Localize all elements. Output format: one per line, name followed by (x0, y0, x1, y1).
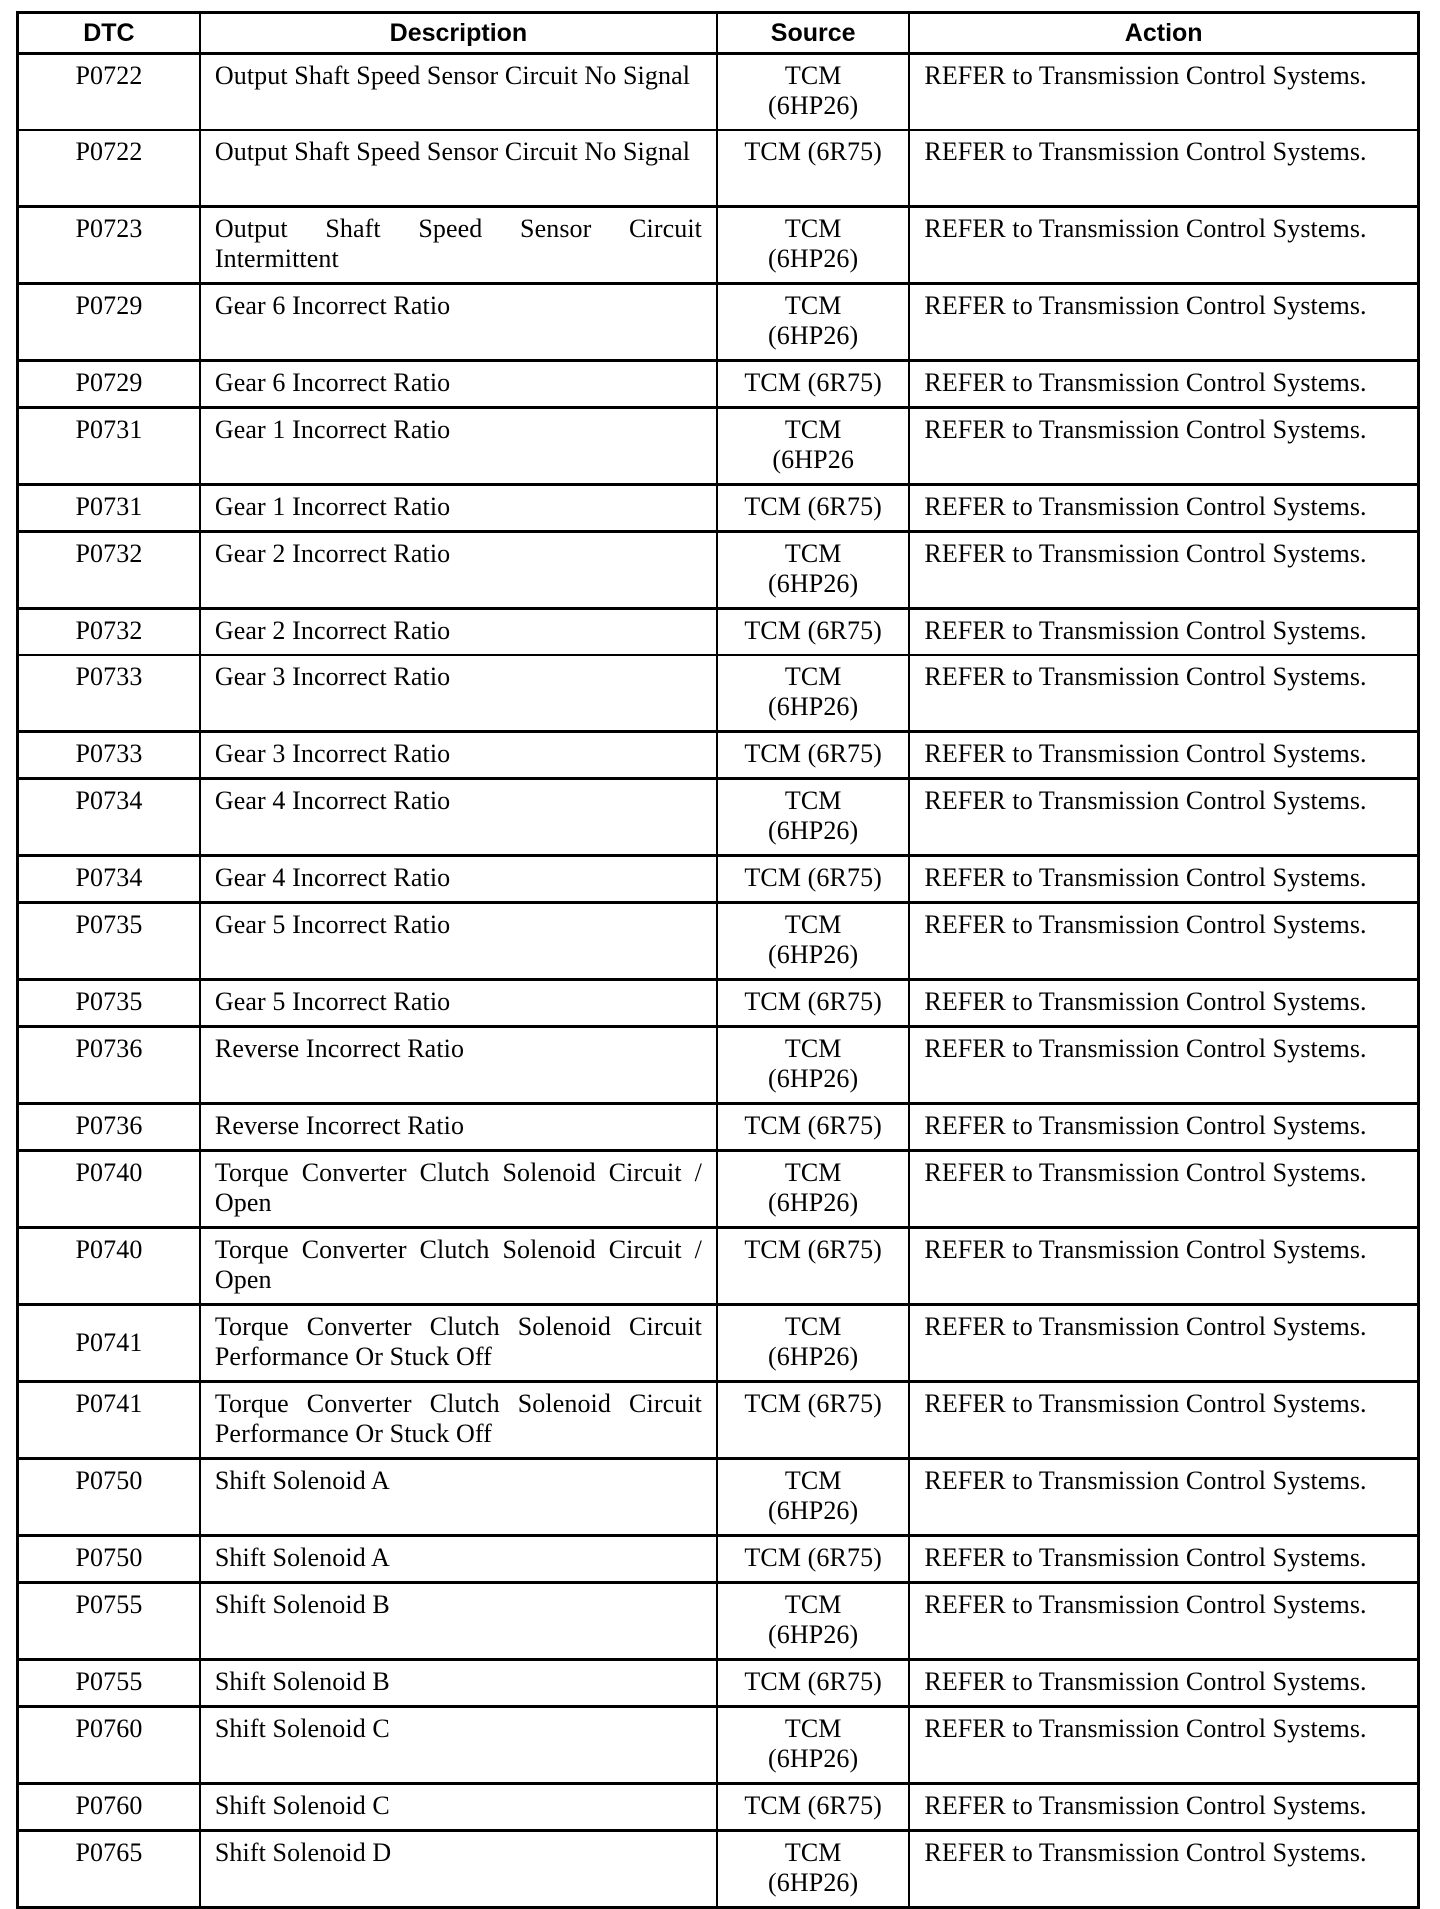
dtc-code: P0736 (18, 1027, 200, 1104)
table-row (18, 609, 1419, 656)
description-cell: Reverse Incorrect Ratio (200, 1027, 717, 1104)
source-cell: TCM (6HP26) (717, 207, 909, 284)
source-cell: TCM (6HP26) (717, 655, 909, 732)
dtc-code: P0729 (18, 284, 200, 361)
table-row (18, 1831, 1419, 1908)
description-cell: Gear 3 Incorrect Ratio (200, 655, 717, 732)
header-dtc: DTC (18, 13, 200, 54)
description-cell: Gear 3 Incorrect Ratio (200, 732, 717, 779)
description-cell: Gear 5 Incorrect Ratio (200, 980, 717, 1027)
dtc-code: P0733 (18, 732, 200, 779)
action-cell: REFER to Transmission Control Systems. (909, 54, 1418, 131)
table-row (18, 130, 1419, 207)
dtc-code: P0723 (18, 207, 200, 284)
table-row (18, 903, 1419, 980)
table-row (18, 361, 1419, 408)
description-cell: Gear 2 Incorrect Ratio (200, 532, 717, 609)
table-row (18, 408, 1419, 485)
table-row (18, 779, 1419, 856)
description-cell: Gear 2 Incorrect Ratio (200, 609, 717, 656)
action-cell: REFER to Transmission Control Systems. (909, 1382, 1418, 1459)
description-cell: Gear 4 Incorrect Ratio (200, 856, 717, 903)
action-cell: REFER to Transmission Control Systems. (909, 361, 1418, 408)
action-cell: REFER to Transmission Control Systems. (909, 1707, 1418, 1784)
table-row (18, 485, 1419, 532)
action-cell: REFER to Transmission Control Systems. (909, 1027, 1418, 1104)
dtc-code: P0741 (18, 1305, 200, 1382)
description-cell: Gear 1 Incorrect Ratio (200, 408, 717, 485)
table-row (18, 1707, 1419, 1784)
action-cell: REFER to Transmission Control Systems. (909, 1459, 1418, 1536)
source-cell: TCM (6HP26) (717, 1459, 909, 1536)
source-cell: TCM (6HP26) (717, 1583, 909, 1660)
action-cell: REFER to Transmission Control Systems. (909, 532, 1418, 609)
description-cell: Shift Solenoid D (200, 1831, 717, 1908)
source-cell: TCM (6R75) (717, 732, 909, 779)
action-cell: REFER to Transmission Control Systems. (909, 1305, 1418, 1382)
table-row (18, 532, 1419, 609)
source-cell: TCM (6HP26) (717, 1305, 909, 1382)
dtc-code: P0735 (18, 903, 200, 980)
source-cell: TCM (6HP26 (717, 408, 909, 485)
source-cell: TCM (6R75) (717, 130, 909, 207)
source-cell: TCM (6R75) (717, 361, 909, 408)
action-cell: REFER to Transmission Control Systems. (909, 207, 1418, 284)
description-cell: Gear 6 Incorrect Ratio (200, 361, 717, 408)
action-cell: REFER to Transmission Control Systems. (909, 485, 1418, 532)
table-row (18, 1228, 1419, 1305)
source-cell: TCM (6R75) (717, 856, 909, 903)
table-row (18, 980, 1419, 1027)
source-cell: TCM (6HP26) (717, 1707, 909, 1784)
source-cell: TCM (6HP26) (717, 284, 909, 361)
table-row (18, 1459, 1419, 1536)
description-cell: Torque Converter Clutch Solenoid Circuit Performance Or Stuck Off (200, 1305, 717, 1382)
dtc-code: P0741 (18, 1382, 200, 1459)
source-cell: TCM (6HP26) (717, 779, 909, 856)
table-row (18, 1305, 1419, 1382)
description-cell: Shift Solenoid C (200, 1784, 717, 1831)
source-cell: TCM (6R75) (717, 980, 909, 1027)
dtc-code: P0729 (18, 361, 200, 408)
action-cell: REFER to Transmission Control Systems. (909, 732, 1418, 779)
source-cell: TCM (6R75) (717, 1382, 909, 1459)
description-cell: Output Shaft Speed Sensor Circuit Intermittent (200, 207, 717, 284)
description-cell: Gear 5 Incorrect Ratio (200, 903, 717, 980)
dtc-code: P0755 (18, 1583, 200, 1660)
dtc-code: P0740 (18, 1151, 200, 1228)
dtc-code: P0760 (18, 1707, 200, 1784)
table-row (18, 1104, 1419, 1151)
source-cell: TCM (6HP26) (717, 1831, 909, 1908)
description-cell: Shift Solenoid C (200, 1707, 717, 1784)
table-row (18, 655, 1419, 732)
dtc-table (16, 11, 1420, 1909)
table-header-row (18, 13, 1419, 54)
dtc-code: P0732 (18, 532, 200, 609)
dtc-code: P0722 (18, 130, 200, 207)
table-row (18, 1027, 1419, 1104)
table-row (18, 732, 1419, 779)
dtc-code: P0765 (18, 1831, 200, 1908)
action-cell: REFER to Transmission Control Systems. (909, 284, 1418, 361)
table-row (18, 1536, 1419, 1583)
source-cell: TCM (6HP26) (717, 532, 909, 609)
dtc-code: P0734 (18, 856, 200, 903)
source-cell: TCM (6R75) (717, 609, 909, 656)
action-cell: REFER to Transmission Control Systems. (909, 903, 1418, 980)
source-cell: TCM (6HP26) (717, 903, 909, 980)
action-cell: REFER to Transmission Control Systems. (909, 1104, 1418, 1151)
action-cell: REFER to Transmission Control Systems. (909, 408, 1418, 485)
source-cell: TCM (6R75) (717, 1784, 909, 1831)
table-row (18, 284, 1419, 361)
source-cell: TCM (6HP26) (717, 54, 909, 131)
description-cell: Shift Solenoid B (200, 1583, 717, 1660)
description-cell: Gear 6 Incorrect Ratio (200, 284, 717, 361)
source-cell: TCM (6R75) (717, 485, 909, 532)
source-cell: TCM (6HP26) (717, 1151, 909, 1228)
dtc-code: P0755 (18, 1660, 200, 1707)
description-cell: Gear 1 Incorrect Ratio (200, 485, 717, 532)
header-action: Action (909, 13, 1418, 54)
description-cell: Shift Solenoid A (200, 1536, 717, 1583)
dtc-code: P0731 (18, 485, 200, 532)
table-row (18, 1784, 1419, 1831)
dtc-code: P0736 (18, 1104, 200, 1151)
table-body (18, 54, 1419, 1908)
action-cell: REFER to Transmission Control Systems. (909, 1660, 1418, 1707)
dtc-code: P0722 (18, 54, 200, 131)
source-cell: TCM (6R75) (717, 1536, 909, 1583)
table-row (18, 856, 1419, 903)
dtc-code: P0750 (18, 1536, 200, 1583)
dtc-code: P0740 (18, 1228, 200, 1305)
table-row (18, 1151, 1419, 1228)
description-cell: Output Shaft Speed Sensor Circuit No Signal (200, 54, 717, 131)
header-description: Description (200, 13, 717, 54)
table-row (18, 54, 1419, 131)
description-cell: Shift Solenoid B (200, 1660, 717, 1707)
dtc-code: P0734 (18, 779, 200, 856)
table-row (18, 1382, 1419, 1459)
action-cell: REFER to Transmission Control Systems. (909, 1831, 1418, 1908)
header-source: Source (717, 13, 909, 54)
dtc-code: P0733 (18, 655, 200, 732)
source-cell: TCM (6R75) (717, 1104, 909, 1151)
dtc-code: P0735 (18, 980, 200, 1027)
description-cell: Gear 4 Incorrect Ratio (200, 779, 717, 856)
action-cell: REFER to Transmission Control Systems. (909, 1784, 1418, 1831)
description-cell: Torque Converter Clutch Solenoid Circuit / Open (200, 1228, 717, 1305)
table-row (18, 207, 1419, 284)
source-cell: TCM (6R75) (717, 1660, 909, 1707)
dtc-code: P0732 (18, 609, 200, 656)
description-cell: Shift Solenoid A (200, 1459, 717, 1536)
table-row (18, 1583, 1419, 1660)
dtc-code: P0750 (18, 1459, 200, 1536)
action-cell: REFER to Transmission Control Systems. (909, 130, 1418, 207)
dtc-code: P0731 (18, 408, 200, 485)
action-cell: REFER to Transmission Control Systems. (909, 779, 1418, 856)
description-cell: Reverse Incorrect Ratio (200, 1104, 717, 1151)
dtc-code: P0760 (18, 1784, 200, 1831)
action-cell: REFER to Transmission Control Systems. (909, 980, 1418, 1027)
description-cell: Output Shaft Speed Sensor Circuit No Signal (200, 130, 717, 207)
action-cell: REFER to Transmission Control Systems. (909, 856, 1418, 903)
description-cell: Torque Converter Clutch Solenoid Circuit / Open (200, 1151, 717, 1228)
action-cell: REFER to Transmission Control Systems. (909, 1228, 1418, 1305)
action-cell: REFER to Transmission Control Systems. (909, 655, 1418, 732)
source-cell: TCM (6R75) (717, 1228, 909, 1305)
source-cell: TCM (6HP26) (717, 1027, 909, 1104)
action-cell: REFER to Transmission Control Systems. (909, 609, 1418, 656)
action-cell: REFER to Transmission Control Systems. (909, 1151, 1418, 1228)
description-cell: Torque Converter Clutch Solenoid Circuit Performance Or Stuck Off (200, 1382, 717, 1459)
action-cell: REFER to Transmission Control Systems. (909, 1583, 1418, 1660)
table-row (18, 1660, 1419, 1707)
action-cell: REFER to Transmission Control Systems. (909, 1536, 1418, 1583)
